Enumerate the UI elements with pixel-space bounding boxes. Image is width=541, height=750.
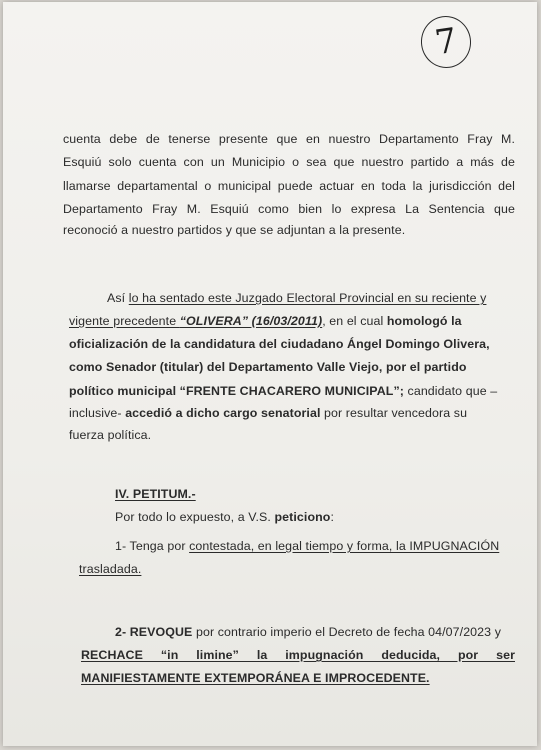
precedent-connector: , en el cual <box>322 314 387 328</box>
party-name: político municipal “FRENTE CHACARERO MUNICIPAL”; <box>69 384 404 398</box>
page-number: 7 <box>418 13 475 71</box>
paragraph-2-line-7: fuerza política. <box>69 428 152 442</box>
item-2-line-1 <box>115 625 501 639</box>
paragraph-1-line-3: llamarse departamental o municipal puede actuar en toda la jurisdicción del <box>63 179 515 193</box>
item-1-underlined: contestada, en legal tiempo y forma, la IMPUGNACIÓN <box>189 539 500 553</box>
paragraph-2-line-1 <box>107 291 486 305</box>
item-1-start: 1- Tenga por <box>115 539 190 553</box>
paragraph-2-line-2 <box>69 314 462 328</box>
item-1-line-2: trasladada. <box>79 562 142 576</box>
vencedora-text: por resultar vencedora su <box>320 406 468 420</box>
candidate-text: candidato que – <box>403 384 498 398</box>
paragraph-2-line-1-underlined: lo ha sentado este Juzgado Electoral Provincial en su reciente y <box>128 291 487 305</box>
item-2-line-2: RECHACE “in limine” la impugnación deducida, por ser <box>81 648 515 662</box>
section-intro-text: Por todo lo expuesto, a V.S. <box>115 510 275 524</box>
homologo-text: homologó la <box>386 314 462 328</box>
revoque-text: 2- REVOQUE <box>115 625 193 639</box>
paragraph-2-line-5 <box>69 384 497 398</box>
paragraph-1-line-1: cuenta debe de tenerse presente que en nuestro Departamento Fray M. <box>63 132 515 146</box>
paragraph-2-line-6 <box>69 406 467 420</box>
inclusive-text: inclusive- <box>69 406 126 420</box>
document-page <box>3 2 537 746</box>
item-2-line-3: MANIFIESTAMENTE EXTEMPORÁNEA E IMPROCEDENTE. <box>81 671 430 685</box>
item-2-line-1-rest: por contrario imperio el Decreto de fecha 04/07/2023 y <box>192 625 501 639</box>
precedent-intro: vigente precedente <box>69 314 180 328</box>
paragraph-1-line-5: reconoció a nuestro partidos y que se adjuntan a la presente. <box>63 223 406 237</box>
accedio-text: accedió a dicho cargo senatorial <box>125 406 321 420</box>
paragraph-1-line-2: Esquiú solo cuenta con un Municipio o sea que nuestro partido a más de <box>63 155 515 169</box>
paragraph-1-line-4: Departamento Fray M. Esquiú como bien lo expresa La Sentencia que <box>63 202 515 216</box>
paragraph-2-line-1-start: Así <box>107 291 129 305</box>
paragraph-2-line-3: oficialización de la candidatura del ciudadano Ángel Domingo Olivera, <box>69 337 490 351</box>
section-heading: IV. PETITUM.- <box>115 487 196 501</box>
section-intro <box>115 510 334 524</box>
paragraph-2-line-4: como Senador (titular) del Departamento Valle Viejo, por el partido <box>69 360 467 374</box>
peticiono-text: peticiono <box>274 510 331 524</box>
item-1-line-1 <box>115 539 499 553</box>
section-intro-colon: : <box>330 510 335 524</box>
precedent-name: “OLIVERA” (16/03/2011) <box>179 314 323 328</box>
